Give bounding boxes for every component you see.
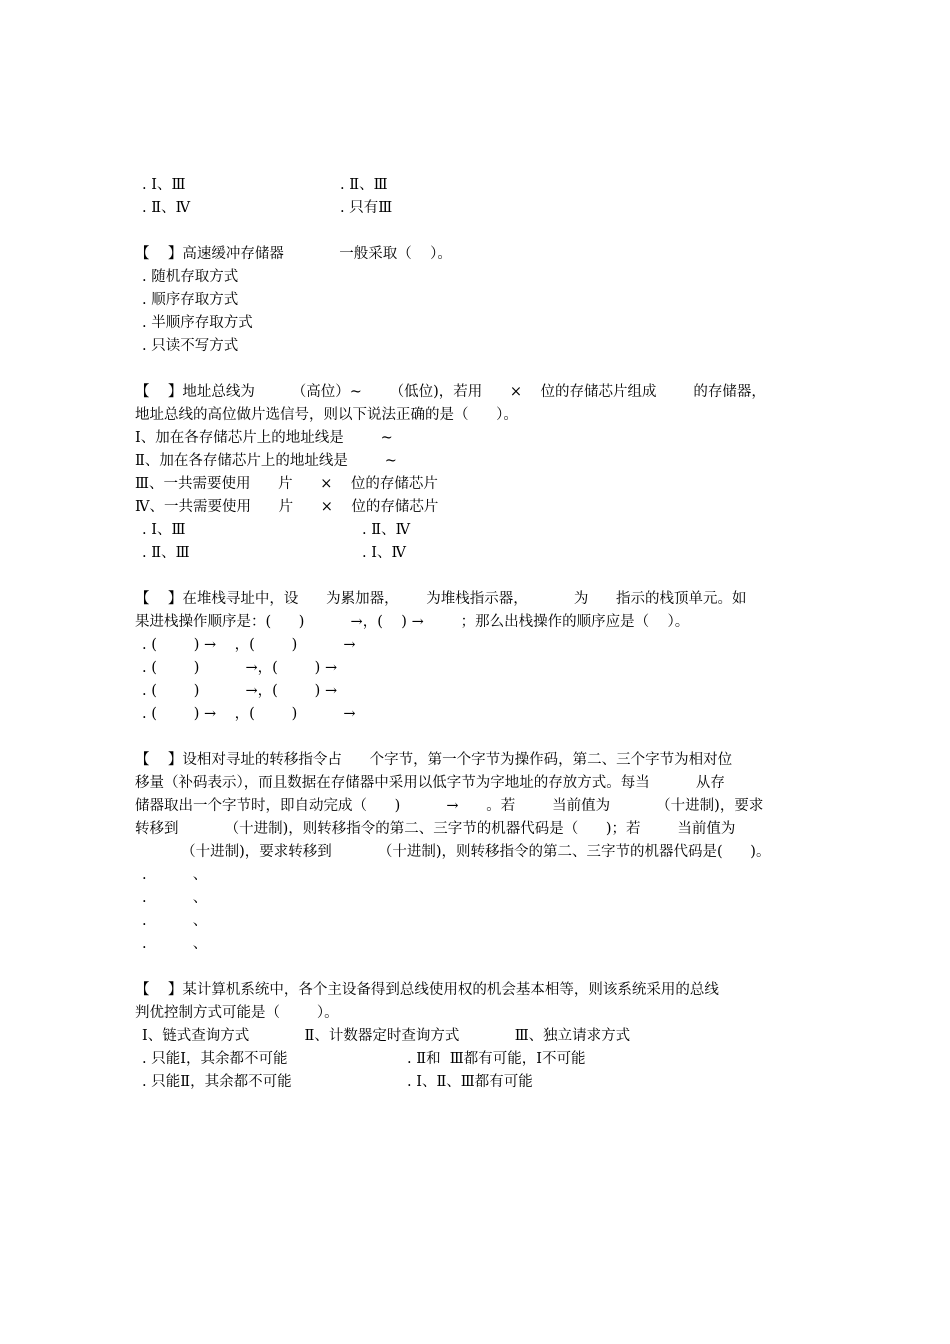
q5-option-a: . 只能Ⅰ，其余都不可能 (142, 1051, 288, 1067)
q2-statement: Ⅲ、一共需要使用 片 × 位的存储芯片 (135, 476, 438, 492)
q4-option: . 、 (142, 936, 208, 952)
q3-option: . ( ) →，( ) → (142, 683, 338, 699)
q1-option: . 顺序存取方式 (142, 292, 239, 308)
q5-statements: Ⅰ、链式查询方式 Ⅱ、计数器定时查询方式 Ⅲ、独立请求方式 (142, 1028, 631, 1044)
q1-stem: 【 】高速缓冲存储器 一般采取（ ）。 (135, 246, 452, 262)
q2-statement: Ⅰ、加在各存储芯片上的地址线是 ~ (135, 430, 393, 446)
q5-option-d: . Ⅰ、Ⅱ、Ⅲ都有可能 (407, 1074, 533, 1090)
q4-option: . 、 (142, 890, 208, 906)
q4-stem-line: 储器取出一个字节时，即自动完成（ ) → 。若 当前值为 （十进制)，要求 (135, 798, 764, 814)
q1-option: . 只读不写方式 (142, 338, 239, 354)
q4-stem-line: 转移到 （十进制)，则转移指令的第二、三字节的机器代码是（ )；若 当前值为 (135, 821, 736, 837)
q3-option: . ( ) → ，( ) → (142, 706, 356, 722)
q0-option-b: . Ⅱ、Ⅲ (340, 177, 388, 193)
q3-stem-line: 【 】在堆栈寻址中，设 为累加器， 为堆栈指示器， 为 指示的栈顶单元。如 (135, 591, 747, 607)
q3-option: . ( ) → ，( ) → (142, 637, 356, 653)
q2-option-d: . Ⅰ、Ⅳ (362, 545, 406, 561)
q2-stem-line: 地址总线的高位做片选信号，则以下说法正确的是（ ）。 (135, 407, 518, 423)
q3-stem-line: 果进栈操作顺序是：( ) →，( ) → ；那么出栈操作的顺序应是（ ）。 (135, 614, 690, 630)
q2-statement: Ⅳ、一共需要使用 片 × 位的存储芯片 (135, 499, 439, 515)
q2-option-b: . Ⅱ、Ⅳ (362, 522, 411, 538)
q4-stem-line: 移量（补码表示），而且数据在存储器中采用以低字节为字地址的存放方式。每当 从存 (135, 775, 725, 791)
q2-stem-line: 【 】地址总线为 （高位）~ （低位)，若用 × 位的存储芯片组成 的存储器， (135, 384, 766, 400)
q5-stem-line: 【 】某计算机系统中，各个主设备得到总线使用权的机会基本相等，则该系统采用的总线 (135, 982, 719, 998)
q1-option: . 半顺序存取方式 (142, 315, 253, 331)
q4-stem-line: （十进制)，要求转移到 （十进制)，则转移指令的第二、三字节的机器代码是( )。 (135, 844, 771, 860)
q4-option: . 、 (142, 913, 208, 929)
q3-option: . ( ) →，( ) → (142, 660, 338, 676)
q0-option-a: . Ⅰ、Ⅲ (142, 177, 186, 193)
q5-stem-line: 判优控制方式可能是（ ）。 (135, 1005, 339, 1021)
q2-option-c: . Ⅱ、Ⅲ (142, 545, 190, 561)
q5-option-b: . Ⅱ和 Ⅲ都有可能，Ⅰ不可能 (407, 1051, 586, 1067)
q4-stem-line: 【 】设相对寻址的转移指令占 个字节，第一个字节为操作码，第二、三个字节为相对位 (135, 752, 733, 768)
q1-option: . 随机存取方式 (142, 269, 239, 285)
q5-option-c: . 只能Ⅱ，其余都不可能 (142, 1074, 292, 1090)
q4-option: . 、 (142, 867, 208, 883)
q2-option-a: . Ⅰ、Ⅲ (142, 522, 186, 538)
q0-option-c: . Ⅱ、Ⅳ (142, 200, 191, 216)
q2-statement: Ⅱ、加在各存储芯片上的地址线是 ~ (135, 453, 397, 469)
q0-option-d: . 只有Ⅲ (340, 200, 393, 216)
